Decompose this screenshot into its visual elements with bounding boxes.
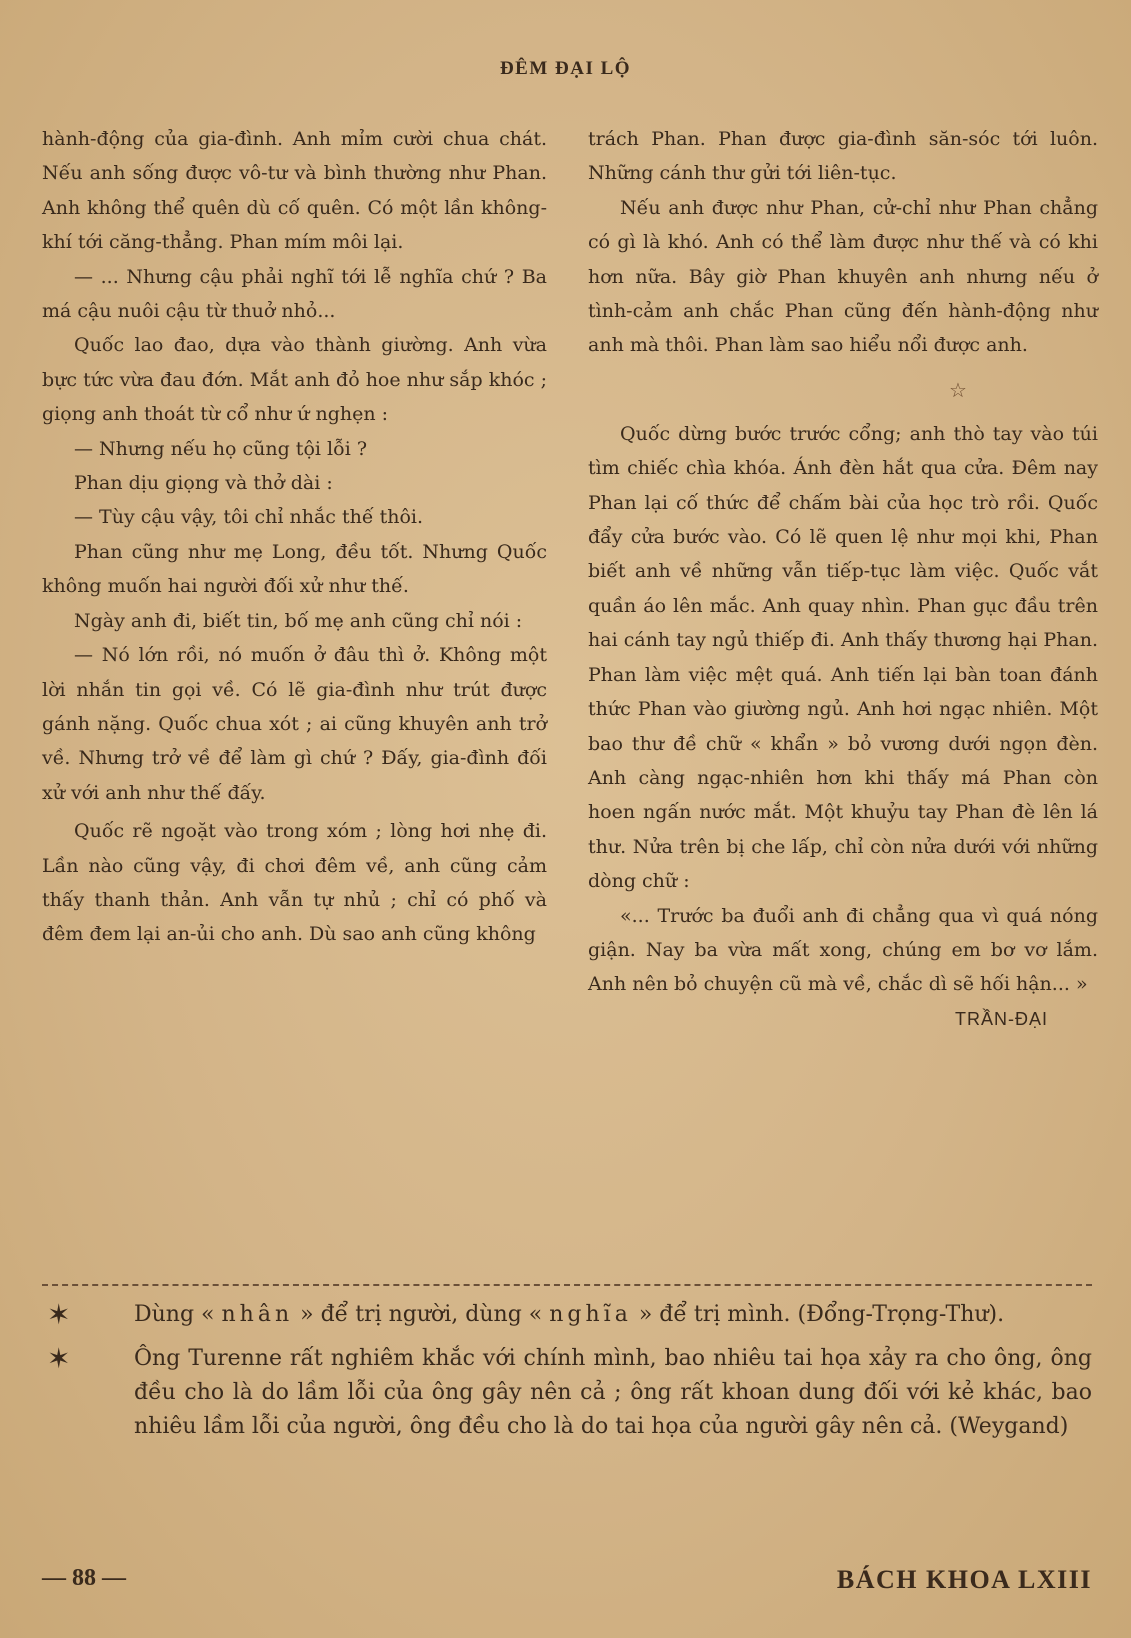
left-column [42,122,547,952]
quote-item [42,1298,1092,1332]
paragraph: Quốc dừng bước trước cổng; anh thò tay vào túi tìm chiếc chìa khóa. Ánh đèn hắt qua cửa. Đêm nay Phan lại cố thức để chấm bài của học trò rồi. Quốc đẩy cửa bước vào. Có lẽ quen lệ như mọi khi, Phan biết anh về những vẫn tiếp-tục làm việc. Quốc vắt quần áo lên mắc. Anh quay nhìn. Phan gục đầu trên hai cánh tay ngủ thiếp đi. Anh thấy thương hại Phan. Phan làm việc mệt quá. Anh tiến lại bàn toan đánh thức Phan vào giường ngủ. Anh hơi ngạc nhiên. Một bao thư đề chữ « khẩn » bỏ vương dưới ngọn đèn. Anh càng ngạc-nhiên hơn khi thấy má Phan còn hoen ngấn nước mắt. Một khuỷu tay Phan đè lên lá thư. Nửa trên bị che lấp, chỉ còn nửa dưới với những dòng chữ : [588,422,1098,893]
section-divider [42,1284,1092,1286]
dialogue-line: — Nhưng nếu họ cũng tội lỗi ? [74,437,368,460]
paragraph: Nếu anh được như Phan, cử-chỉ như Phan chẳng có gì là khó. Anh có thể làm được như thế và có khi hơn nữa. Bây giờ Phan khuyên anh nhưng nếu ở tình-cảm anh chắc Phan cũng đến hành-động như anh mà thôi. Phan làm sao hiểu nổi được anh. [588,196,1098,357]
author-signature: TRẦN-ĐẠI [955,1008,1048,1029]
quote-item [42,1342,1092,1444]
running-header-title: ĐÊM ĐẠI LỘ [499,58,632,79]
journal-name: BÁCH KHOA LXIII [836,1565,1092,1594]
paragraph: Phan dịu giọng và thở dài : [74,472,333,495]
star-bullet-icon: ✶ [47,1342,71,1375]
dialogue-line: — ... Nhưng cậu phải nghĩ tới lễ nghĩa chứ ? Ba má cậu nuôi cậu từ thuở nhỏ... [42,265,547,323]
dialogue-line: — Tùy cậu vậy, tôi chỉ nhắc thế thôi. [74,506,424,529]
dialogue-line: — Nó lớn rồi, nó muốn ở đâu thì ở. Không một lời nhắn tin gọi về. Có lẽ gia-đình như trút được gánh nặng. Quốc chua xót ; ai cũng khuyên anh trở về. Nhưng trở về để làm gì chứ ? Đấy, gia-đình đối xử với anh như thế đấy. [42,644,547,804]
quote-text: Ông Turenne rất nghiêm khắc với chính mình, bao nhiêu tai họa xảy ra cho ông, ông đều cho là do lầm lỗi của ông gây nên cả ; ông rất khoan dung đối với kẻ khác, bao nhiêu lầm lỗi của người, ông đều cho là do tai họa của người gây nên cả. (Weygand) [134,1346,1092,1439]
paragraph: Quốc rẽ ngoặt vào trong xóm ; lòng hơi nhẹ đi. Lần nào cũng vậy, đi chơi đêm về, anh cũng cảm thấy thanh thản. Anh vẫn tự nhủ ; chỉ có phố và đêm đem lại an-ủi cho anh. Dù sao anh cũng không [42,820,547,946]
quotes-section [42,1298,1092,1454]
page-footer [42,1565,1092,1605]
paragraph: hành-động của gia-đình. Anh mỉm cười chua chát. Nếu anh sống được vô-tư và bình thường như Phan. Anh không thể quên dù cố quên. Có một lần không-khí tới căng-thẳng. Phan mím môi lại. [42,128,547,254]
right-column [588,122,1098,1036]
paragraph: Ngày anh đi, biết tin, bố mẹ anh cũng chỉ nói : [74,609,523,632]
quote-emphasis-word: nhân [221,1302,294,1327]
paragraph: Phan cũng như mẹ Long, đều tốt. Nhưng Quốc không muốn hai người đối xử như thế. [42,540,547,598]
quote-text-part: Dùng « [134,1302,215,1327]
letter-excerpt: «... Trước ba đuổi anh đi chẳng qua vì quá nóng giận. Nay ba vừa mất xong, chúng em bơ vơ lắm. Anh nên bỏ chuyện cũ mà về, chắc dì sẽ hối hận... » [588,904,1098,996]
quote-text-part: » để trị người, dùng « [300,1302,543,1327]
quote-emphasis-word: nghĩa [549,1302,632,1327]
section-separator-star-icon: ☆ [949,377,967,402]
star-bullet-icon: ✶ [47,1298,71,1331]
page-number: — 88 — [42,1565,126,1591]
paragraph: trách Phan. Phan được gia-đình săn-sóc tới luôn. Những cánh thư gửi tới liên-tục. [588,128,1098,185]
quote-text-part: » để trị mình. (Đổng-Trọng-Thư). [638,1302,1005,1327]
paragraph: Quốc lao đao, dựa vào thành giường. Anh vừa bực tức vừa đau đớn. Mắt anh đỏ hoe như sắp khóc ; giọng anh thoát từ cổ như ứ nghẹn : [42,334,547,426]
